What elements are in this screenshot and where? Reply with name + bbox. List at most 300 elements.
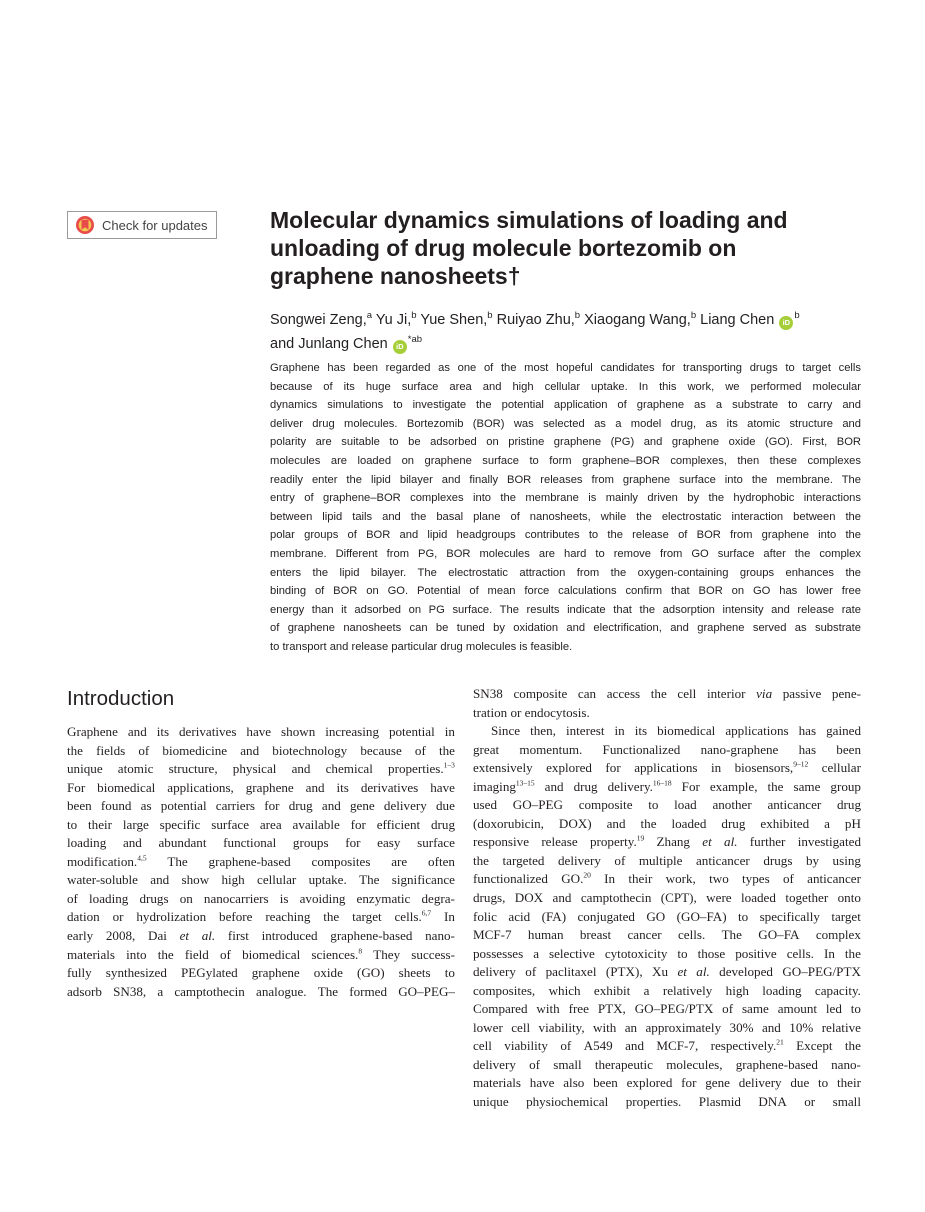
word: have	[246, 724, 272, 739]
citation-ref[interactable]: 20	[583, 871, 591, 881]
body-line	[67, 946, 455, 965]
word: For	[681, 778, 700, 794]
body-line	[473, 963, 861, 982]
author-name: Yu Ji,	[375, 311, 412, 328]
word: fully	[67, 965, 92, 981]
body-line	[473, 1037, 861, 1056]
word: exhibited	[760, 815, 810, 831]
word: The	[359, 872, 380, 888]
word: drug	[573, 778, 598, 794]
word: success-	[411, 946, 455, 962]
abstract-line: molecules are loaded on graphene surface to form graphene–BOR complexes, then these complexes	[270, 454, 861, 467]
word: via	[756, 686, 773, 701]
word: loaded	[671, 815, 707, 831]
word: water-soluble	[67, 872, 138, 888]
author-name: and Junlang Chen	[270, 335, 388, 352]
word: same	[793, 778, 821, 794]
body-line	[473, 889, 861, 908]
body-line	[473, 926, 861, 945]
word: anticancer	[696, 852, 750, 868]
word: GO–FA	[758, 927, 800, 943]
word: example,	[709, 778, 758, 794]
word: drugs,	[473, 890, 506, 906]
word: gene	[349, 798, 375, 814]
word: Graphene	[67, 724, 118, 739]
word: as	[140, 798, 152, 814]
word: biomedical	[242, 946, 301, 962]
word: derivatives	[360, 779, 419, 795]
word: A549	[583, 1038, 613, 1054]
word: efficient	[376, 816, 421, 832]
word: et	[702, 834, 712, 850]
word: respectively.$^{21}$	[710, 1038, 784, 1054]
word: functionalized	[473, 871, 548, 887]
word: surface	[211, 816, 250, 832]
word: to	[737, 908, 749, 924]
word: specifically	[759, 908, 820, 924]
word: with	[536, 1001, 560, 1017]
word: materials	[67, 946, 115, 962]
word: functional	[223, 835, 277, 851]
word: groups	[292, 835, 329, 851]
word: drug	[721, 815, 746, 831]
word: and	[761, 1019, 781, 1035]
word: For	[67, 779, 86, 795]
citation-ref[interactable]: 16–18	[652, 778, 672, 788]
word: al.	[724, 834, 738, 850]
word: graphene	[245, 779, 294, 795]
citation-ref[interactable]: 4,5	[137, 853, 147, 863]
word: their	[628, 871, 653, 887]
word: been	[67, 798, 92, 814]
body-line	[473, 685, 861, 704]
word: al.	[696, 964, 710, 980]
word: therapeutic	[594, 1056, 653, 1072]
abstract-line: between lipid tails and the basal plane of nanosheets, while the electrostatic interaction between the	[270, 510, 861, 523]
word: (PTX),	[605, 964, 643, 980]
word: composite	[513, 686, 568, 701]
word: unique	[473, 1094, 509, 1110]
word: biomedicine	[162, 742, 228, 758]
word: materials	[473, 1075, 521, 1091]
affiliation-mark: b	[690, 310, 697, 321]
abstract-line: energy than it adsorbed on PG surface. The results indicate that the adsorption intensity and release rate	[270, 603, 861, 616]
citation-ref[interactable]: 13–15	[515, 778, 535, 788]
word: nano-graphene	[700, 741, 779, 757]
word: MCF-7,	[656, 1038, 699, 1054]
word: of	[529, 1056, 541, 1072]
word: GO	[646, 908, 666, 924]
word: and	[122, 835, 142, 851]
word: small	[553, 1056, 582, 1072]
word: the	[157, 946, 174, 962]
word: composite	[578, 797, 633, 813]
word: in	[614, 723, 625, 739]
word: easy	[377, 835, 401, 851]
word: for	[350, 816, 366, 832]
body-line	[67, 890, 455, 909]
word: interest	[565, 723, 605, 739]
word: release	[541, 834, 578, 850]
body-line	[67, 983, 455, 1002]
word: cytotoxicity	[604, 945, 668, 961]
body-line	[473, 796, 861, 815]
word: loading	[762, 982, 802, 998]
word: applications	[634, 760, 698, 776]
word: anticancer	[807, 871, 861, 887]
word: the	[767, 778, 784, 794]
body-line	[67, 816, 455, 835]
word: selective	[549, 945, 595, 961]
word: GO–PEG/PTX	[782, 964, 861, 980]
body-column-left	[67, 723, 455, 1001]
abstract-line: binding of BOR on GO. Potential of mean force calculations confirm that BOR on GO has lower free	[270, 585, 861, 598]
word: first	[227, 928, 249, 944]
word: cells.	[677, 927, 706, 943]
abstract-line: entry of graphene–BOR complexes into the membrane is mainly driven by the hydrophobic interactions	[270, 492, 861, 505]
word: explored	[626, 1075, 673, 1091]
word: biomedical	[97, 779, 156, 795]
affiliation-mark: b	[487, 310, 493, 321]
word: positive	[735, 945, 777, 961]
word: nano-	[425, 928, 455, 944]
word: the	[844, 1038, 861, 1054]
word: camptothecin	[580, 890, 652, 906]
word: its	[336, 779, 349, 795]
word: of	[782, 871, 794, 887]
section-heading-introduction: Introduction	[67, 687, 175, 710]
body-line	[67, 927, 455, 946]
word: adsorb	[67, 983, 102, 999]
word: nanocarriers	[203, 890, 269, 906]
word: oxide	[313, 965, 343, 981]
word: In	[823, 945, 835, 961]
word: shown	[281, 724, 316, 739]
word: potential	[160, 798, 207, 814]
citation-ref[interactable]: 21	[776, 1038, 784, 1048]
word: has	[798, 741, 817, 757]
word: on	[179, 890, 193, 906]
word: al.	[201, 928, 216, 944]
word: investigated	[797, 834, 861, 850]
word: in	[444, 724, 455, 739]
word: (GO)	[356, 965, 385, 981]
citation-ref[interactable]: 19	[636, 834, 645, 844]
word: derivatives	[179, 724, 237, 739]
abstract-line: of graphene nanosheets can be tuned by oxidation and electrification, and graphene served as substrate	[270, 622, 861, 635]
word: Functionalized	[602, 741, 681, 757]
citation-ref[interactable]: 1–3	[443, 760, 455, 770]
word: dation	[67, 909, 100, 925]
word: to	[818, 1075, 829, 1091]
word: by	[805, 852, 820, 868]
word: structure,	[168, 761, 218, 777]
word: and	[606, 815, 626, 831]
word: avoiding	[299, 890, 346, 906]
word: (CPT),	[660, 890, 697, 906]
word: In	[604, 871, 616, 887]
abstract-line: enters the lipid bilayer. The electrostatic attraction from the oxygen-containing groups enhances the	[270, 566, 861, 579]
word: acid	[508, 908, 531, 924]
word: et	[677, 964, 687, 980]
word: delivery	[557, 852, 601, 868]
word: increasing	[325, 724, 379, 739]
check-for-updates-badge[interactable]	[67, 211, 217, 239]
word: biotechnology	[272, 742, 348, 758]
word: high	[725, 982, 749, 998]
word: to	[444, 965, 455, 981]
body-line	[473, 722, 861, 741]
word: synthesized	[105, 965, 167, 981]
word: an	[624, 1019, 638, 1035]
word: further	[749, 834, 786, 850]
word: (doxorubicin,	[473, 815, 544, 831]
word: the	[650, 686, 667, 701]
word: graphene-based	[735, 1056, 818, 1072]
word: delivery.$^{16-18}$	[607, 778, 672, 794]
word: interior	[706, 686, 746, 701]
word: is	[279, 890, 289, 906]
abstract-line: deliver drug molecules. Bortezomib (BOR) was selected as a model drug, as its atomic structure and	[270, 417, 861, 430]
affiliation-mark: b	[794, 310, 800, 321]
word: been	[593, 1075, 618, 1091]
body-line	[473, 1074, 861, 1093]
word: a	[643, 982, 650, 998]
word: for	[681, 1075, 697, 1091]
word: for	[264, 798, 280, 814]
word: of	[67, 890, 78, 906]
word: carriers	[215, 798, 256, 814]
word: or	[112, 909, 124, 925]
word: viability	[504, 1038, 548, 1054]
word: of	[220, 946, 231, 962]
word: property.$^{19}$	[589, 834, 645, 850]
body-line	[67, 853, 455, 872]
word: of	[614, 852, 626, 868]
word: et	[179, 928, 190, 944]
word: small	[832, 1094, 861, 1110]
word: and	[552, 890, 572, 906]
word: PEGylated	[180, 965, 238, 981]
word: gained	[826, 723, 861, 739]
word: used	[473, 797, 498, 813]
word: cells.	[786, 945, 814, 961]
word: The	[721, 927, 742, 943]
body-line	[473, 1000, 861, 1019]
citation-ref[interactable]: 9–12	[793, 759, 809, 769]
word: to	[67, 816, 78, 832]
author-name: Xiaogang Wang,	[584, 311, 691, 328]
word: target	[831, 908, 861, 924]
word: analogue.	[256, 983, 307, 999]
word: pene-	[831, 686, 861, 701]
word: free	[568, 1001, 589, 1017]
word: which	[548, 982, 581, 998]
word: Zhang	[656, 834, 690, 850]
orcid-icon[interactable]: iD	[393, 340, 407, 354]
word: surface	[417, 835, 455, 851]
word: the	[323, 909, 340, 925]
word: often	[428, 853, 455, 869]
word: also	[563, 1075, 585, 1091]
word: graphene-based	[330, 928, 413, 944]
body-line	[473, 704, 861, 723]
word: early	[67, 928, 94, 944]
word: relative	[821, 1019, 861, 1035]
word: hydrolization	[136, 909, 207, 925]
word: 2008,	[105, 928, 136, 944]
word: pH	[844, 815, 861, 831]
word: and	[127, 724, 147, 739]
word: GO–PEG/PTX	[634, 1001, 714, 1017]
word: modification.$^{4,5}$	[67, 853, 147, 869]
word: and	[291, 761, 311, 777]
author-name: Liang Chen	[700, 311, 775, 328]
word: properties.	[625, 1094, 682, 1110]
word: Except	[796, 1038, 833, 1054]
word: enzymatic	[356, 890, 411, 906]
word: drug	[430, 816, 455, 832]
word: passive	[782, 686, 822, 701]
word: into	[126, 946, 147, 962]
abstract-line: to transport and release particular drug molecules is feasible.	[270, 640, 573, 653]
word: for	[605, 760, 621, 776]
body-line	[473, 759, 861, 778]
word: formed	[349, 983, 388, 999]
word: biosensors,$^{9-12}$	[734, 759, 809, 776]
word: drug	[288, 798, 313, 814]
word: found	[100, 798, 132, 814]
word: group	[830, 778, 861, 794]
word: delivery	[473, 1056, 516, 1072]
word: another	[712, 797, 752, 813]
word: the	[640, 815, 657, 831]
abstract-line: Graphene has been regarded as one of the most hopeful candidates for transporting drugs to target cells	[270, 362, 861, 374]
word: developed	[719, 964, 773, 980]
word: breast	[579, 927, 612, 943]
word: DOX)	[558, 815, 592, 831]
word: those	[697, 945, 726, 961]
word: to	[677, 945, 688, 961]
word: same	[741, 1001, 769, 1017]
title-line: unloading of drug molecule bortezomib on	[270, 235, 737, 261]
word: loading	[67, 835, 107, 851]
word: uptake.	[308, 872, 347, 888]
word: momentum.	[519, 741, 583, 757]
word: because	[360, 742, 402, 758]
abstract-line: readily enter the lipid bilayer and finally BOR releases from graphene surface into the membrane. The	[270, 473, 861, 486]
word: field	[184, 946, 209, 962]
title-line: graphene nanosheets†	[270, 263, 521, 289]
word: exhibit	[593, 982, 631, 998]
citation-ref[interactable]: 8	[358, 946, 363, 956]
word: nano-	[831, 1056, 861, 1072]
word: degra-	[421, 890, 455, 906]
word: MCF-7	[473, 927, 512, 943]
word: or	[804, 1094, 816, 1110]
word: drug	[836, 797, 861, 813]
word: and	[305, 779, 325, 795]
body-line	[67, 964, 455, 983]
word: led	[825, 1001, 842, 1017]
word: unique	[67, 761, 103, 777]
word: the	[438, 742, 455, 758]
word: gene	[705, 1075, 730, 1091]
word: of	[414, 742, 426, 758]
word: area	[259, 816, 282, 832]
word: fields	[96, 742, 126, 758]
word: before	[219, 909, 253, 925]
body-line	[473, 852, 861, 871]
word: atomic	[117, 761, 154, 777]
body-line	[473, 815, 861, 834]
word: applications	[725, 723, 789, 739]
word: for	[345, 835, 361, 851]
word: sheets	[398, 965, 431, 981]
word: a	[157, 983, 164, 999]
word: capacity.	[814, 982, 861, 998]
author-name: Ruiyao Zhu,	[496, 311, 575, 328]
word: The	[167, 853, 188, 869]
body-line	[473, 778, 861, 797]
word: its	[156, 724, 170, 739]
word: a	[533, 945, 540, 961]
word: two	[709, 871, 729, 887]
body-line	[473, 833, 861, 852]
word: Plasmid	[698, 1094, 741, 1110]
body-line	[473, 982, 861, 1001]
affiliation-mark: b	[574, 310, 581, 321]
word: GO.$^{20}$	[561, 871, 591, 887]
word: human	[527, 927, 564, 943]
word: folic	[473, 908, 497, 924]
author-line	[270, 306, 870, 330]
word: graphene-based	[208, 853, 291, 869]
word: responsive	[473, 834, 530, 850]
word: Xu	[652, 964, 669, 980]
word: of	[138, 742, 150, 758]
word: sciences.$^8$	[311, 946, 363, 962]
affiliation-mark: b	[411, 310, 417, 321]
title-line: Molecular dynamics simulations of loading and	[270, 207, 788, 233]
word: drugs	[763, 852, 793, 868]
body-line	[473, 945, 861, 964]
word: and	[240, 742, 260, 758]
word: work,	[665, 871, 696, 887]
word: physiochemical	[526, 1094, 609, 1110]
word: a	[824, 815, 830, 831]
body-line	[67, 834, 455, 853]
abstract-line: membrane. Different from PG, BOR molecules are hard to remove from GO surface after the complex	[270, 547, 861, 560]
word: extensively	[473, 760, 533, 776]
word: cancer	[627, 927, 662, 943]
word: large	[122, 816, 149, 832]
word: lower	[473, 1019, 503, 1035]
word: physical	[232, 761, 277, 777]
orcid-icon[interactable]: iD	[779, 316, 793, 330]
word: types	[742, 871, 770, 887]
author-name: Songwei Zeng,	[270, 311, 367, 328]
word: targeted	[502, 852, 545, 868]
word: its	[634, 723, 648, 739]
citation-ref[interactable]: 6,7	[421, 909, 432, 919]
word: delivery	[473, 964, 516, 980]
body-column-right	[473, 685, 861, 1112]
word: were	[706, 890, 732, 906]
word: composites	[311, 853, 371, 869]
word: due	[790, 1075, 810, 1091]
word: reaching	[265, 909, 311, 925]
